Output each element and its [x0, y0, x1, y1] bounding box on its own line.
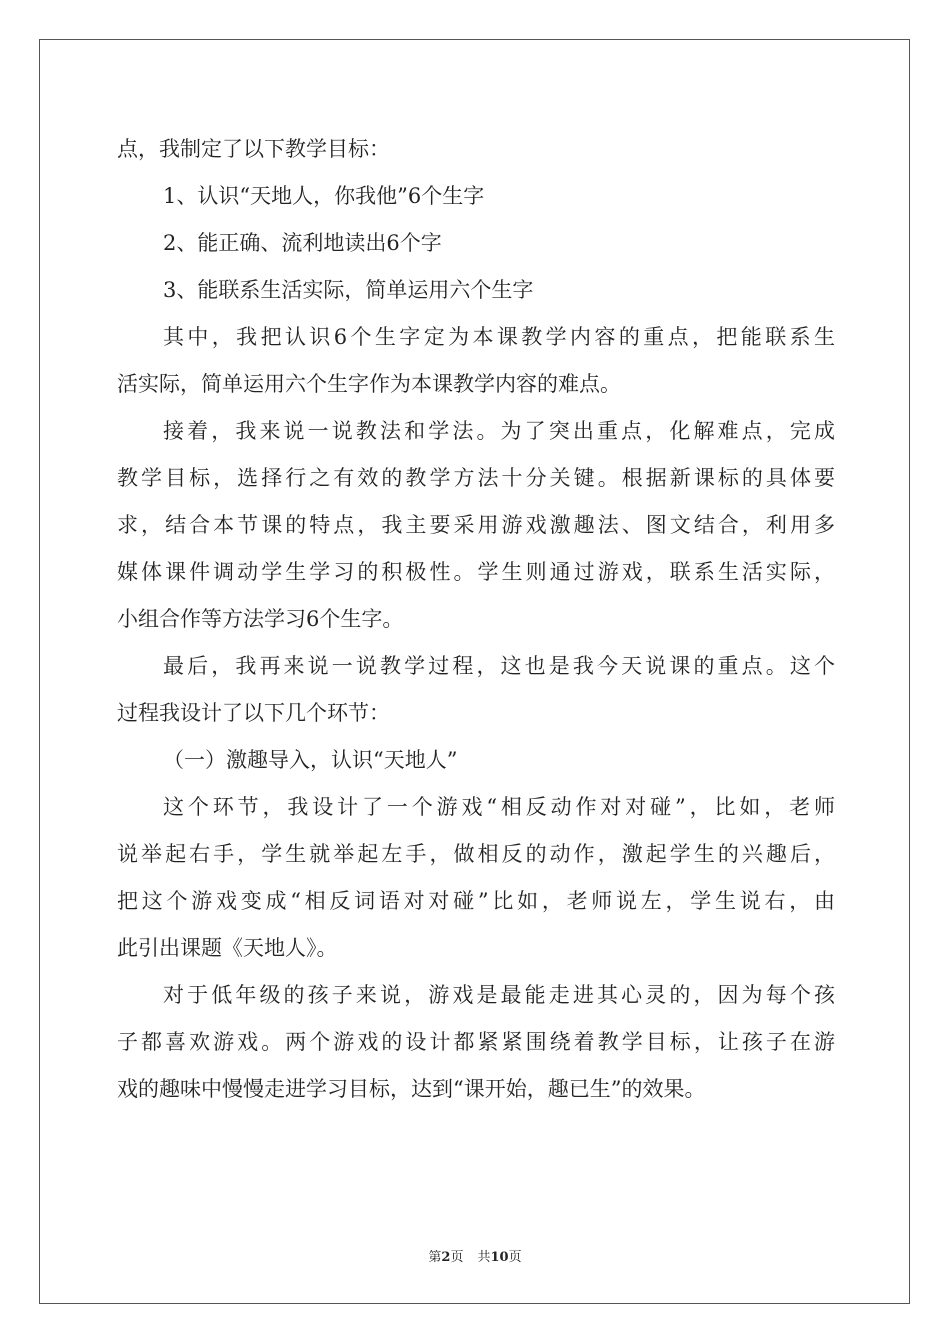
text-line: 子都喜欢游戏。两个游戏的设计都紧紧围绕着教学目标，让孩子在游 — [117, 1030, 835, 1054]
text-line: 小组合作等方法学习6个生字。 — [117, 607, 404, 631]
text-line: 最后，我再来说一说教学过程，这也是我今天说课的重点。这个 — [163, 654, 835, 678]
footer-total-suffix: 页 — [508, 1250, 522, 1265]
footer-page-number: 2 — [441, 1250, 451, 1265]
footer-total-number: 10 — [490, 1250, 509, 1265]
text-line: 1、认识“天地人，你我他”6个生字 — [163, 184, 485, 208]
text-line: 把这个游戏变成“相反词语对对碰”比如，老师说左，学生说右，由 — [117, 889, 835, 913]
text-line: （一）激趣导入，认识“天地人” — [163, 748, 458, 772]
text-line: 这个环节，我设计了一个游戏“相反动作对对碰”，比如，老师 — [163, 795, 835, 819]
text-line: 其中，我把认识6个生字定为本课教学内容的重点，把能联系生 — [163, 325, 835, 349]
footer-page-prefix: 第 — [428, 1250, 442, 1265]
text-line: 接着，我来说一说教法和学法。为了突出重点，化解难点，完成 — [163, 419, 835, 443]
text-line: 教学目标，选择行之有效的教学方法十分关键。根据新课标的具体要 — [117, 466, 835, 490]
text-line: 点，我制定了以下教学目标： — [117, 137, 390, 161]
text-line: 此引出课题《天地人》。 — [117, 936, 338, 960]
text-line: 媒体课件调动学生学习的积极性。学生则通过游戏，联系生活实际， — [117, 560, 835, 584]
text-line: 2、能正确、流利地读出6个字 — [163, 231, 442, 255]
text-line: 过程我设计了以下几个环节： — [117, 701, 390, 725]
page-footer — [0, 1246, 950, 1265]
text-line: 3、能联系生活实际，简单运用六个生字 — [163, 278, 534, 302]
footer-page-suffix: 页 — [450, 1250, 464, 1265]
text-line: 活实际，简单运用六个生字作为本课教学内容的难点。 — [117, 372, 621, 396]
footer-total-prefix: 共 — [477, 1250, 491, 1265]
text-line: 对于低年级的孩子来说，游戏是最能走进其心灵的，因为每个孩 — [163, 983, 835, 1007]
document-body — [117, 126, 835, 1113]
text-line: 求，结合本节课的特点，我主要采用游戏激趣法、图文结合，利用多 — [117, 513, 835, 537]
text-line: 戏的趣味中慢慢走进学习目标，达到“课开始，趣已生”的效果。 — [117, 1077, 706, 1101]
text-line: 说举起右手，学生就举起左手，做相反的动作，激起学生的兴趣后， — [117, 842, 835, 866]
